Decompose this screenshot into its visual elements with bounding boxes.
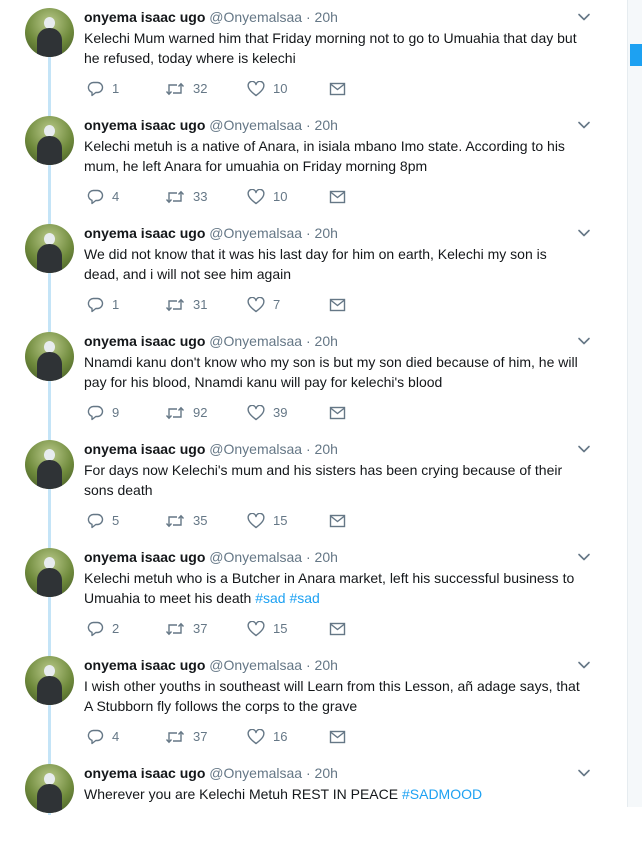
tweet-4[interactable]	[0, 328, 628, 436]
envelope-icon	[329, 406, 346, 420]
author-handle[interactable]: @Onyemalsaa	[209, 657, 303, 673]
tweet-actions	[84, 620, 384, 638]
separator-dot: ·	[305, 657, 311, 673]
direct-message-button[interactable]	[329, 728, 346, 746]
retweet-icon	[165, 189, 185, 205]
separator-dot: ·	[305, 549, 311, 565]
tweet-timestamp[interactable]: 20h	[314, 657, 338, 673]
author-handle[interactable]: @Onyemalsaa	[209, 9, 303, 25]
direct-message-button[interactable]	[329, 404, 346, 422]
reply-button[interactable]	[87, 512, 119, 530]
retweet-count: 32	[193, 81, 208, 96]
chevron-down-icon[interactable]	[577, 550, 593, 564]
separator-dot: ·	[305, 765, 311, 781]
hashtag-link[interactable]: #sad	[289, 590, 320, 606]
separator-dot: ·	[305, 333, 311, 349]
reply-count: 4	[112, 729, 120, 744]
tweet-header	[84, 440, 338, 458]
like-count: 7	[273, 297, 281, 312]
tweet-header	[84, 224, 338, 242]
direct-message-button[interactable]	[329, 512, 346, 530]
tweet-actions	[84, 188, 384, 206]
tweet-body: Kelechi Mum warned him that Friday morning not to go to Umuahia that day but he refused, today where is kelechi	[84, 30, 577, 66]
reply-count: 4	[112, 189, 120, 204]
envelope-icon	[329, 190, 346, 204]
reply-button[interactable]	[87, 728, 119, 746]
like-count: 15	[273, 621, 288, 636]
retweet-count: 37	[193, 621, 208, 636]
author-handle[interactable]: @Onyemalsaa	[209, 117, 303, 133]
heart-icon	[247, 81, 265, 97]
retweet-button[interactable]	[165, 728, 207, 746]
reply-icon	[87, 189, 104, 205]
reply-icon	[87, 513, 104, 529]
heart-icon	[247, 189, 265, 205]
avatar[interactable]	[25, 656, 74, 705]
reply-icon	[87, 405, 104, 421]
tweet-text	[84, 352, 584, 392]
chevron-down-icon[interactable]	[577, 10, 593, 24]
tweet-actions	[84, 80, 384, 98]
tweet-text	[84, 676, 584, 716]
like-count: 16	[273, 729, 288, 744]
author-name[interactable]: onyema isaac ugo	[84, 225, 206, 241]
tweet-body: Kelechi metuh is a native of Anara, in isiala mbano Imo state. According to his mum, he left Anara for umuahia on Friday morning 8pm	[84, 138, 565, 174]
tweet-6[interactable]	[0, 544, 628, 652]
like-count: 39	[273, 405, 288, 420]
envelope-icon	[329, 514, 346, 528]
tweet-5[interactable]	[0, 436, 628, 544]
avatar[interactable]	[25, 548, 74, 597]
avatar[interactable]	[25, 764, 74, 813]
direct-message-button[interactable]	[329, 620, 346, 638]
heart-icon	[247, 405, 265, 421]
author-name[interactable]: onyema isaac ugo	[84, 441, 206, 457]
direct-message-button[interactable]	[329, 80, 346, 98]
retweet-count: 33	[193, 189, 208, 204]
avatar[interactable]	[25, 116, 74, 165]
tweet-timestamp[interactable]: 20h	[314, 9, 338, 25]
retweet-icon	[165, 513, 185, 529]
tweet-header	[84, 8, 338, 26]
tweet-header	[84, 116, 338, 134]
tweet-timestamp[interactable]: 20h	[314, 225, 338, 241]
like-button[interactable]	[247, 296, 280, 314]
like-button[interactable]	[247, 80, 287, 98]
reply-count: 5	[112, 513, 120, 528]
separator-dot: ·	[305, 441, 311, 457]
tweet-text	[84, 784, 584, 804]
separator-dot: ·	[305, 9, 311, 25]
direct-message-button[interactable]	[329, 188, 346, 206]
avatar[interactable]	[25, 332, 74, 381]
envelope-icon	[329, 622, 346, 636]
retweet-icon	[165, 621, 185, 637]
author-name[interactable]: onyema isaac ugo	[84, 9, 206, 25]
tweet-1[interactable]	[0, 4, 628, 112]
heart-icon	[247, 297, 265, 313]
tweet-timestamp[interactable]: 20h	[314, 441, 338, 457]
envelope-icon	[329, 298, 346, 312]
author-name[interactable]: onyema isaac ugo	[84, 549, 206, 565]
tweet-3[interactable]	[0, 220, 628, 328]
reply-count: 1	[112, 297, 120, 312]
retweet-button[interactable]	[165, 188, 207, 206]
retweet-button[interactable]	[165, 404, 207, 422]
like-count: 10	[273, 81, 288, 96]
tweet-timestamp[interactable]: 20h	[314, 117, 338, 133]
tweet-header	[84, 656, 338, 674]
avatar[interactable]	[25, 224, 74, 273]
envelope-icon	[329, 730, 346, 744]
reply-button[interactable]	[87, 620, 119, 638]
tweet-text	[84, 460, 584, 500]
author-handle[interactable]: @Onyemalsaa	[209, 765, 303, 781]
author-handle[interactable]: @Onyemalsaa	[209, 333, 303, 349]
author-handle[interactable]: @Onyemalsaa	[209, 441, 303, 457]
retweet-count: 92	[193, 405, 208, 420]
like-button[interactable]	[247, 512, 287, 530]
tweet-timestamp[interactable]: 20h	[314, 765, 338, 781]
tweet-body: I wish other youths in southeast will Learn from this Lesson, añ adage says, that A Stubborn fly follows the corps to the grave	[84, 678, 580, 714]
tweet-2[interactable]	[0, 112, 628, 220]
hashtag-link[interactable]: #sad	[255, 590, 286, 606]
reply-count: 9	[112, 405, 120, 420]
author-name[interactable]: onyema isaac ugo	[84, 333, 206, 349]
tweet-body: For days now Kelechi's mum and his sisters has been crying because of their sons death	[84, 462, 563, 498]
retweet-button[interactable]	[165, 620, 207, 638]
chevron-down-icon[interactable]	[577, 334, 593, 348]
reply-button[interactable]	[87, 80, 119, 98]
heart-icon	[247, 729, 265, 745]
reply-count: 2	[112, 621, 120, 636]
like-button[interactable]	[247, 188, 287, 206]
tweet-actions	[84, 728, 384, 746]
separator-dot: ·	[305, 117, 311, 133]
retweet-count: 35	[193, 513, 208, 528]
author-name[interactable]: onyema isaac ugo	[84, 117, 206, 133]
reply-icon	[87, 621, 104, 637]
retweet-icon	[165, 81, 185, 97]
like-button[interactable]	[247, 620, 287, 638]
reply-icon	[87, 297, 104, 313]
like-button[interactable]	[247, 404, 287, 422]
like-count: 10	[273, 189, 288, 204]
reply-button[interactable]	[87, 188, 119, 206]
reply-button[interactable]	[87, 296, 119, 314]
retweet-count: 31	[193, 297, 208, 312]
retweet-icon	[165, 729, 185, 745]
author-name[interactable]: onyema isaac ugo	[84, 657, 206, 673]
envelope-icon	[329, 82, 346, 96]
tweet-header	[84, 548, 338, 566]
like-count: 15	[273, 513, 288, 528]
tweet-body: We did not know that it was his last day for him on earth, Kelechi my son is dead, and i will not see him again	[84, 246, 547, 282]
tweet-header	[84, 764, 338, 782]
retweet-button[interactable]	[165, 80, 207, 98]
author-name[interactable]: onyema isaac ugo	[84, 765, 206, 781]
tweet-text	[84, 136, 584, 176]
tweet-8[interactable]	[0, 760, 628, 868]
retweet-icon	[165, 297, 185, 313]
separator-dot: ·	[305, 225, 311, 241]
retweet-button[interactable]	[165, 296, 207, 314]
direct-message-button[interactable]	[329, 296, 346, 314]
heart-icon	[247, 513, 265, 529]
tweet-actions	[84, 296, 384, 314]
tweet-body: Nnamdi kanu don't know who my son is but my son died because of him, he will pay for his blood, Nnamdi kanu will pay for kelechi's blood	[84, 354, 578, 390]
tweet-body: Kelechi metuh who is a Butcher in Anara market, left his successful business to Umuahia to meet his death	[84, 570, 575, 606]
right-edge-accent	[630, 44, 642, 66]
tweet-actions	[84, 512, 384, 530]
tweet-body: Wherever you are Kelechi Metuh REST IN PEACE	[84, 786, 402, 802]
retweet-icon	[165, 405, 185, 421]
reply-icon	[87, 81, 104, 97]
like-button[interactable]	[247, 728, 287, 746]
right-edge-panel	[627, 0, 642, 807]
retweet-button[interactable]	[165, 512, 207, 530]
tweet-header	[84, 332, 338, 350]
avatar[interactable]	[25, 8, 74, 57]
reply-count: 1	[112, 81, 120, 96]
chevron-down-icon[interactable]	[577, 118, 593, 132]
tweet-timestamp[interactable]: 20h	[314, 333, 338, 349]
chevron-down-icon[interactable]	[577, 442, 593, 456]
chevron-down-icon[interactable]	[577, 766, 593, 780]
tweet-7[interactable]	[0, 652, 628, 760]
hashtag-link[interactable]: #SADMOOD	[401, 786, 483, 802]
heart-icon	[247, 621, 265, 637]
tweet-text	[84, 28, 584, 68]
tweet-timestamp[interactable]: 20h	[314, 549, 338, 565]
avatar[interactable]	[25, 440, 74, 489]
reply-button[interactable]	[87, 404, 119, 422]
chevron-down-icon[interactable]	[577, 658, 593, 672]
retweet-count: 37	[193, 729, 208, 744]
chevron-down-icon[interactable]	[577, 226, 593, 240]
author-handle[interactable]: @Onyemalsaa	[209, 549, 303, 565]
author-handle[interactable]: @Onyemalsaa	[209, 225, 303, 241]
reply-icon	[87, 729, 104, 745]
tweet-actions	[84, 404, 384, 422]
tweet-text	[84, 244, 584, 284]
tweet-text	[84, 568, 584, 608]
